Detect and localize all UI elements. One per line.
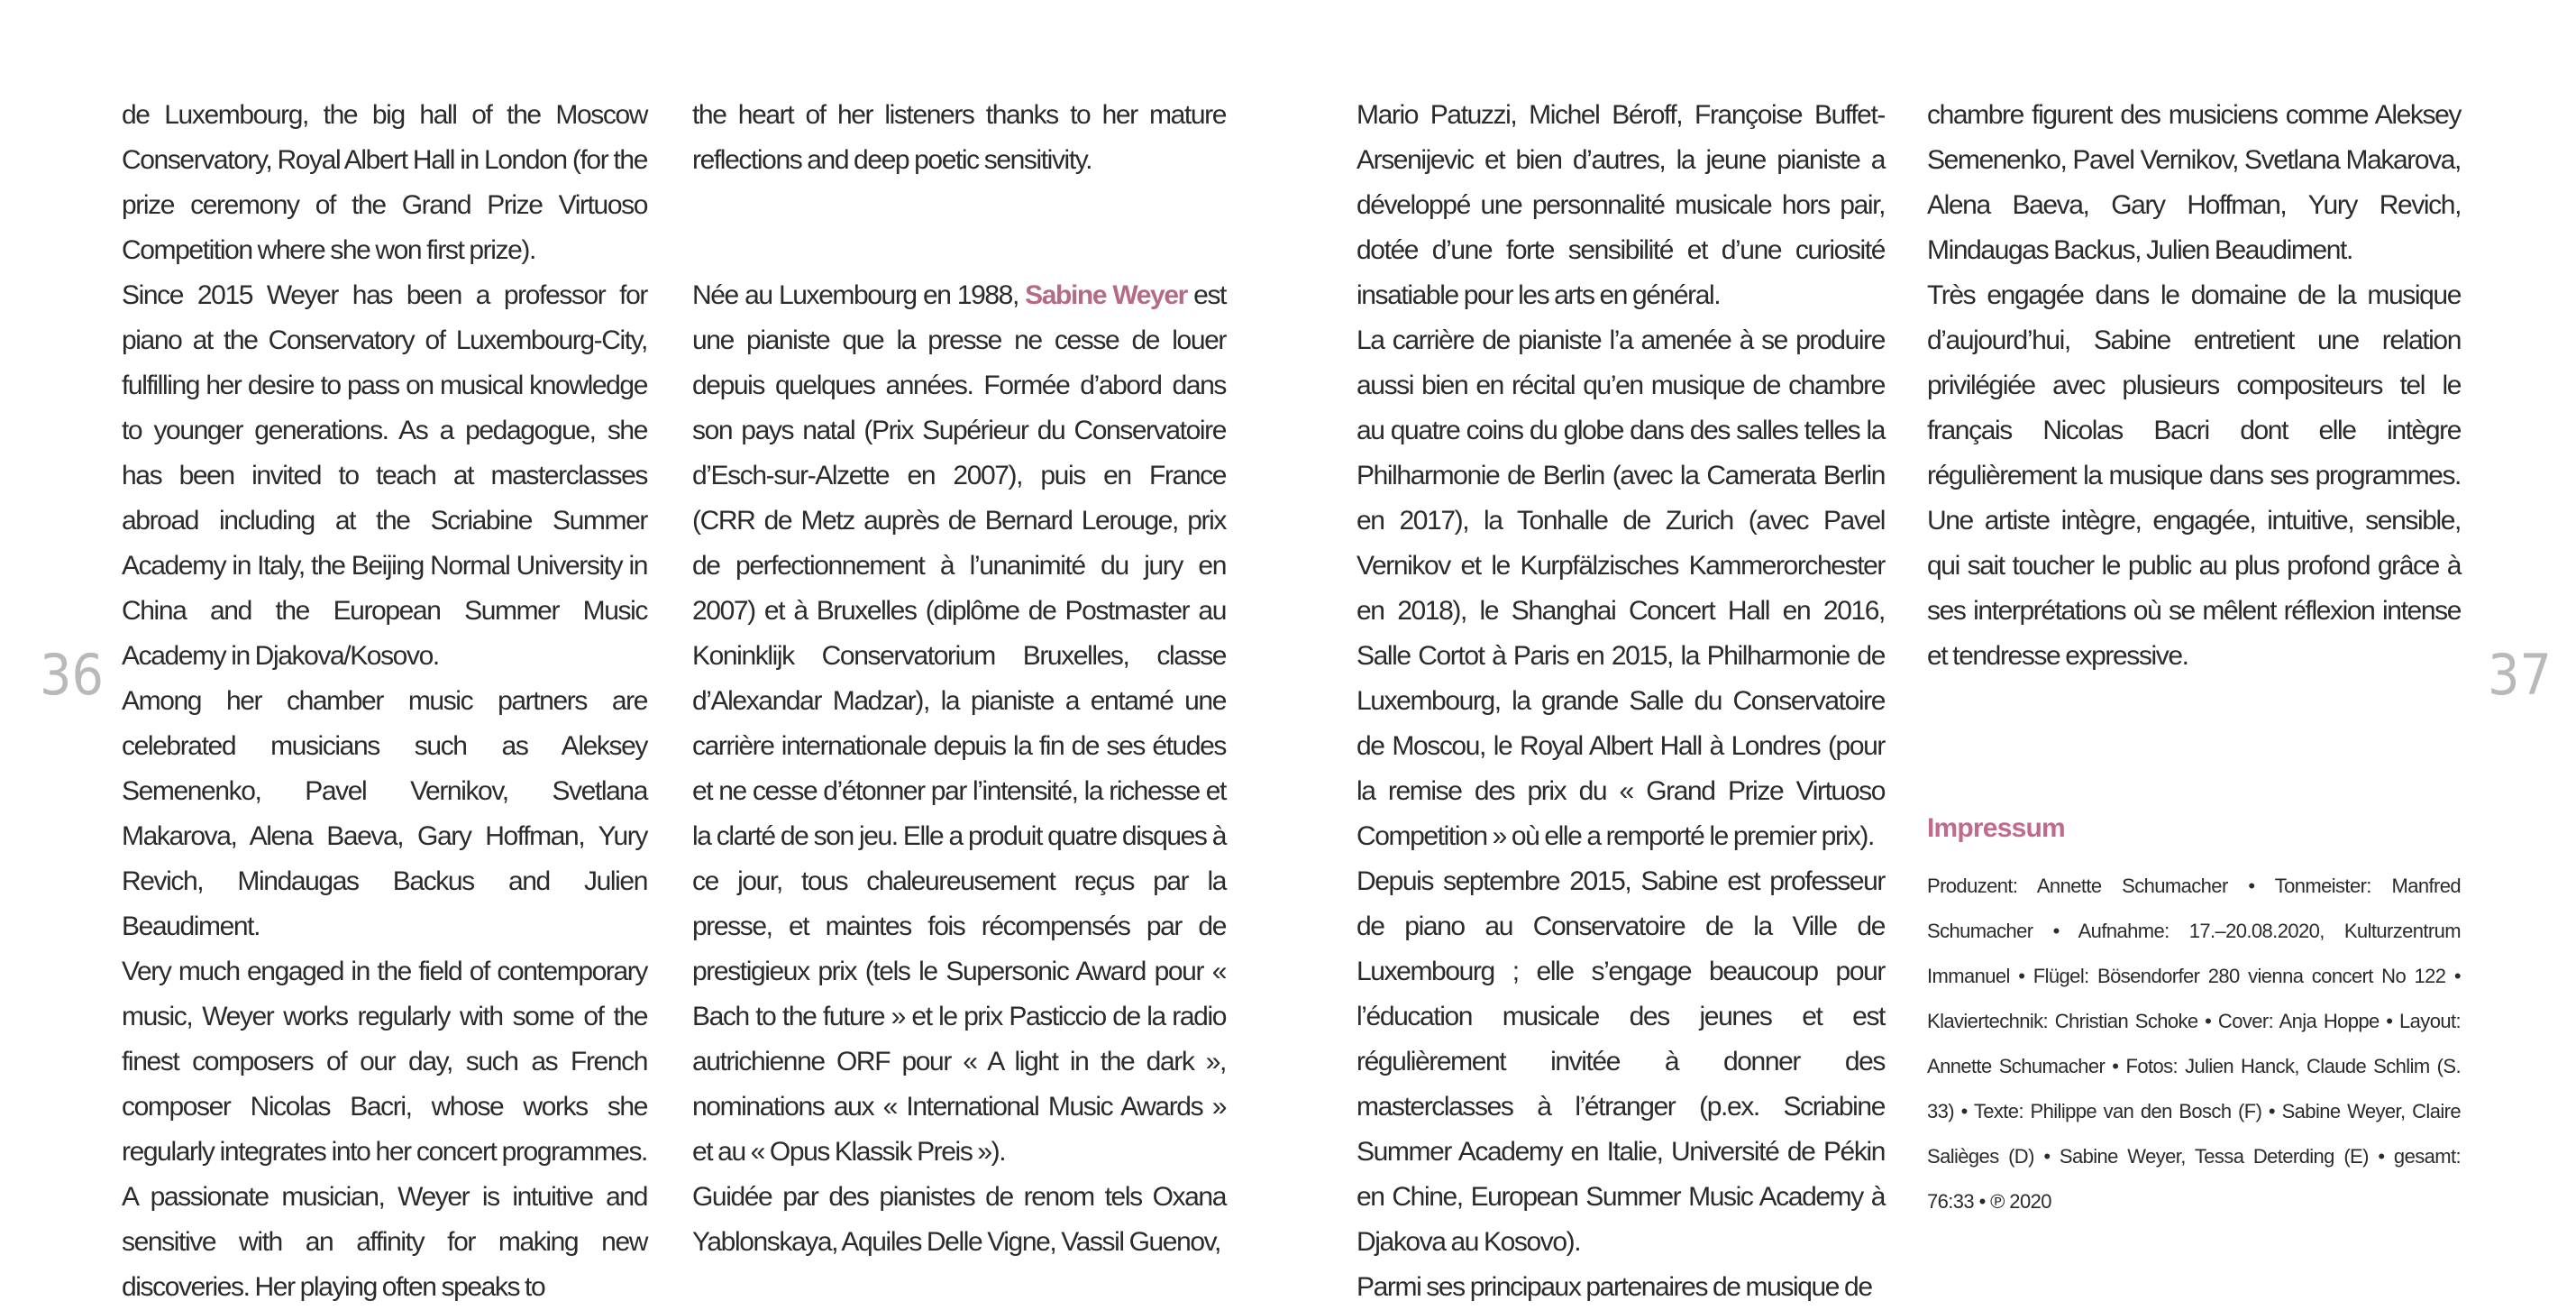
paragraph: Since 2015 Weyer has been a professor for piano at the Conservatory of Luxembourg-City, fulfilling her desire to pass on musical knowledge to younger generations. As a pedagogue, she has been invited to teach at masterclasses abroad including at the Scriabine Summer Academy in Italy, the Beijing Normal University in China and the European Summer Music Academy in Djakova/Kosovo. xyxy=(122,280,647,671)
paragraph: Very much engaged in the field of contemporary music, Weyer works regularly with some of the finest composers of our day, such as French composer Nicolas Bacri, whose works she regularly integrates into her concert programmes. A passionate musician, Weyer is intuitive and sensitive with an affinity for making new discoveries. Her playing often speaks to xyxy=(122,957,647,1302)
paragraph: La carrière de pianiste l’a amenée à se produire aussi bien en récital qu’en musique de chambre au quatre coins du globe dans des salles telles la Philharmonie de Berlin (avec la Camerata Berlin en 2017), la Tonhalle de Zurich (avec Pavel Vernikov et le Kurpfälzisches Kammerorchester en 2018), le Shanghai Concert Hall en 2016, Salle Cortot à Paris en 2015, la Philharmonie de Luxembourg, la grande Salle du Conservatoire de Moscou, le Royal Albert Hall à Londres (pour la remise des prix du « Grand Prize Virtuoso Competition » où elle a remporté le premier prix). xyxy=(1357,325,1885,851)
paragraph: Très engagée dans le domaine de la musique d’aujourd’hui, Sabine entretient une relation privilégiée avec plusieurs compositeurs tel le français Nicolas Bacri dont elle intègre régulièrement la musique dans ses programmes. Une artiste intègre, engagée, intuitive, sensible, qui sait toucher le public au plus profond grâce à ses interprétations où se mêlent réflexion intense et tendresse expressive. xyxy=(1927,280,2461,671)
paragraph: Guidée par des pianistes de renom tels Oxana Yablonskaya, Aquiles Delle Vigne, Vassil Guenov, xyxy=(692,1182,1226,1257)
impressum-heading: Impressum xyxy=(1927,813,2065,843)
paragraph: de Luxembourg, the big hall of the Moscow Conservatory, Royal Albert Hall in London (for the prize ceremony of the Grand Prize Virtuoso Competition where she won first prize). xyxy=(122,100,647,265)
page-number-left: 36 xyxy=(40,642,104,708)
paragraph: Among her chamber music partners are celebrated musicians such as Aleksey Semenenko, Pavel Vernikov, Svetlana Makarova, Alena Baeva, Gary Hoffman, Yury Revich, Mindaugas Backus and Julien Beaudiment. xyxy=(122,686,647,941)
paragraph: Mario Patuzzi, Michel Béroff, Françoise Buffet-Arsenijevic et bien d’autres, la jeune pianiste a développé une personnalité musicale hors pair, dotée d’une forte sensibilité et d’une curiosité insatiable pour les arts en général. xyxy=(1357,100,1885,310)
french-bio-column-1 xyxy=(692,93,1226,1265)
artist-name: Sabine Weyer xyxy=(1025,280,1187,310)
page-number-right: 37 xyxy=(2488,642,2552,708)
paragraph: the heart of her listeners thanks to her mature reflections and deep poetic sensitivity. xyxy=(692,100,1226,175)
english-bio-column xyxy=(122,93,647,1310)
french-bio-column-2 xyxy=(1357,93,1885,1310)
french-bio-column-3 xyxy=(1927,93,2461,679)
paragraph: Parmi ses principaux partenaires de musique de xyxy=(1357,1272,1872,1302)
paragraph: Née au Luxembourg en 1988, Sabine Weyer est une pianiste que la presse ne cesse de louer depuis quelques années. Formée d’abord dans son pays natal (Prix Supérieur du Conservatoire d’Esch-sur-Alzette en 2007), puis en France (CRR de Metz auprès de Bernard Lerouge, prix de perfectionnement à l’unanimité du jury en 2007) et à Bruxelles (diplôme de Postmaster au Koninklijk Conservatorium Bruxelles, classe d’Alexandar Madzar), la pianiste a entamé une carrière internationale depuis la fin de ses études et ne cesse d’étonner par l’intensité, la richesse et la clarté de son jeu. Elle a produit quatre disques à ce jour, tous chaleureusement reçus par la presse, et maintes fois récompensés par de prestigieux prix (tels le Supersonic Award pour « Bach to the future » et le prix Pasticcio de la radio autrichienne ORF pour « A light in the dark », nominations aux « International Music Awards » et au « Opus Klassik Preis »). xyxy=(692,280,1226,1167)
paragraph: Depuis septembre 2015, Sabine est professeur de piano au Conservatoire de la Ville de Luxembourg ; elle s’engage beaucoup pour l’éducation musicale des jeunes et est régulièrement invitée à donner des masterclasses à l’étranger (p.ex. Scriabine Summer Academy en Italie, Université de Pékin en Chine, European Summer Music Academy à Djakova au Kosovo). xyxy=(1357,866,1885,1257)
paragraph: chambre figurent des musiciens comme Aleksey Semenenko, Pavel Vernikov, Svetlana Makarova, Alena Baeva, Gary Hoffman, Yury Revich, Mindaugas Backus, Julien Beaudiment. xyxy=(1927,100,2461,265)
impressum-credits: Produzent: Annette Schumacher • Tonmeister: Manfred Schumacher • Aufnahme: 17.–20.08.2020, Kulturzentrum Immanuel • Flügel: Bösendorfer 280 vienna concert No 122 • Klaviertechnik: Christian Schoke • Cover: Anja Hoppe • Layout: Annette Schumacher • Fotos: Julien Hanck, Claude Schlim (S. 33) • Texte: Philippe van den Bosch (F) • Sabine Weyer, Claire Salièges (D) • Sabine Weyer, Tessa Deterding (E) • gesamt: 76:33 • ℗ 2020 xyxy=(1927,875,2461,1213)
